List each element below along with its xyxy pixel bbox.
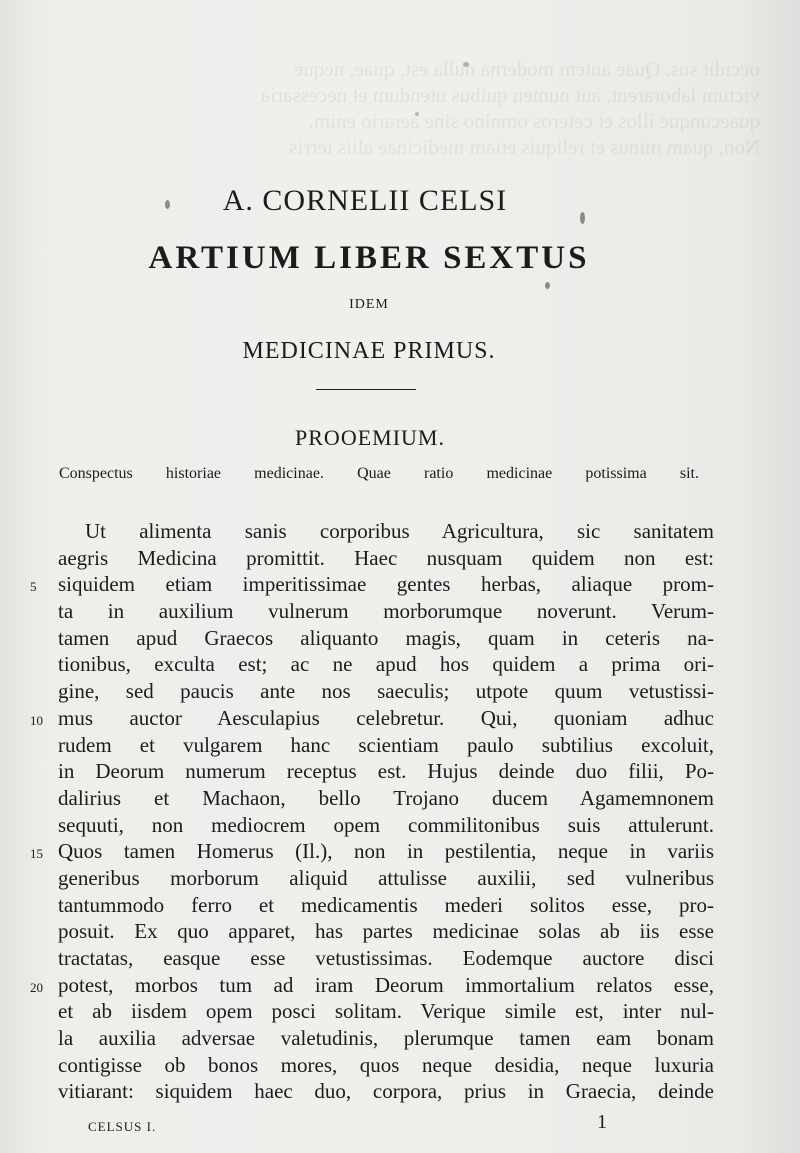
text-line: in Deorum numerum receptus est. Hujus deinde duo filii, Po- — [58, 759, 714, 784]
text-line: sequuti, non mediocrem opem commilitonibus suis attulerunt. — [58, 812, 714, 837]
ink-spot — [463, 62, 469, 67]
ink-spot — [545, 282, 550, 289]
text-line: potest, morbos tum ad iram Deorum immortalium relatos esse, — [58, 972, 714, 997]
text-line: mus auctor Aesculapius celebretur. Qui, quoniam adhuc — [58, 705, 714, 730]
text-line: et ab iisdem opem posci solitam. Verique simile est, inter nul- — [58, 999, 714, 1024]
signature-mark: CELSUS I. — [88, 1119, 157, 1134]
ink-spot — [415, 112, 419, 116]
text-line: contigisse ob bonos mores, quos neque desidia, neque luxuria — [58, 1052, 714, 1077]
title-subtitle: MEDICINAE PRIMUS. — [242, 338, 496, 364]
text-line: dalirius et Machaon, bello Trojano ducem Agamemnonem — [58, 785, 714, 810]
text-line: Ut alimenta sanis corporibus Agricultura, sic sanitatem — [85, 519, 714, 543]
text-line: tractatas, easque esse vetustissimas. Eodemque auctore disci — [58, 946, 714, 970]
title-divider — [316, 389, 416, 390]
title-idem: IDEM — [349, 297, 389, 312]
text-line: tionibus, exculta est; ac ne apud hos quidem a prima ori- — [58, 652, 714, 677]
line-number: 20 — [30, 979, 43, 995]
body-text — [58, 518, 714, 1105]
section-heading: PROOEMIUM. — [295, 425, 445, 450]
line-number: 5 — [30, 579, 37, 595]
text-line: vitiarant: siquidem haec duo, corpora, prius in Graecia, deinde — [58, 1079, 714, 1104]
bleed-through-texture: occidit sus. Quae autem moderna nulla est, quae, neque victum laborarent, aut numen quibus utendum et necessaria quaecunque illos et ceteros omnino sine aerario enim. Non, quam minus et reliquis etiam medicinae aliis terris — [260, 57, 760, 159]
line-number: 10 — [30, 712, 43, 728]
text-line: tamen apud Graecos aliquanto magis, quam in ceteris na- — [58, 625, 714, 650]
page-number: 1 — [597, 1111, 607, 1133]
text-line: Quos tamen Homerus (Il.), non in pestilentia, neque in variis — [58, 839, 714, 864]
section-summary: Conspectus historiae medicinae. Quae ratio medicinae potissima sit. — [59, 465, 699, 482]
text-line: tantummodo ferro et medicamentis mederi solitos esse, pro- — [58, 892, 714, 917]
text-line: posuit. Ex quo apparet, has partes medicinae solas ab iis esse — [58, 919, 714, 944]
text-line: rudem et vulgarem hanc scientiam paulo subtilius excoluit, — [58, 732, 714, 757]
text-line: siquidem etiam imperitissimae gentes herbas, aliaque prom- — [58, 572, 714, 597]
title-author: A. CORNELII CELSI — [222, 184, 508, 217]
text-line: gine, sed paucis ante nos saeculis; utpote quum vetustissi- — [58, 679, 714, 704]
text-line: aegris Medicina promittit. Haec nusquam quidem non est: — [58, 545, 714, 570]
text-line: generibus morborum aliquid attulisse auxilii, sed vulneribus — [58, 865, 714, 890]
title-work: ARTIUM LIBER SEXTUS — [148, 240, 590, 276]
text-line: ta in auxilium vulnerum morborumque noverunt. Verum- — [58, 599, 714, 624]
line-number: 15 — [30, 846, 43, 862]
text-line: la auxilia adversae valetudinis, plerumque tamen eam bonam — [58, 1026, 714, 1051]
